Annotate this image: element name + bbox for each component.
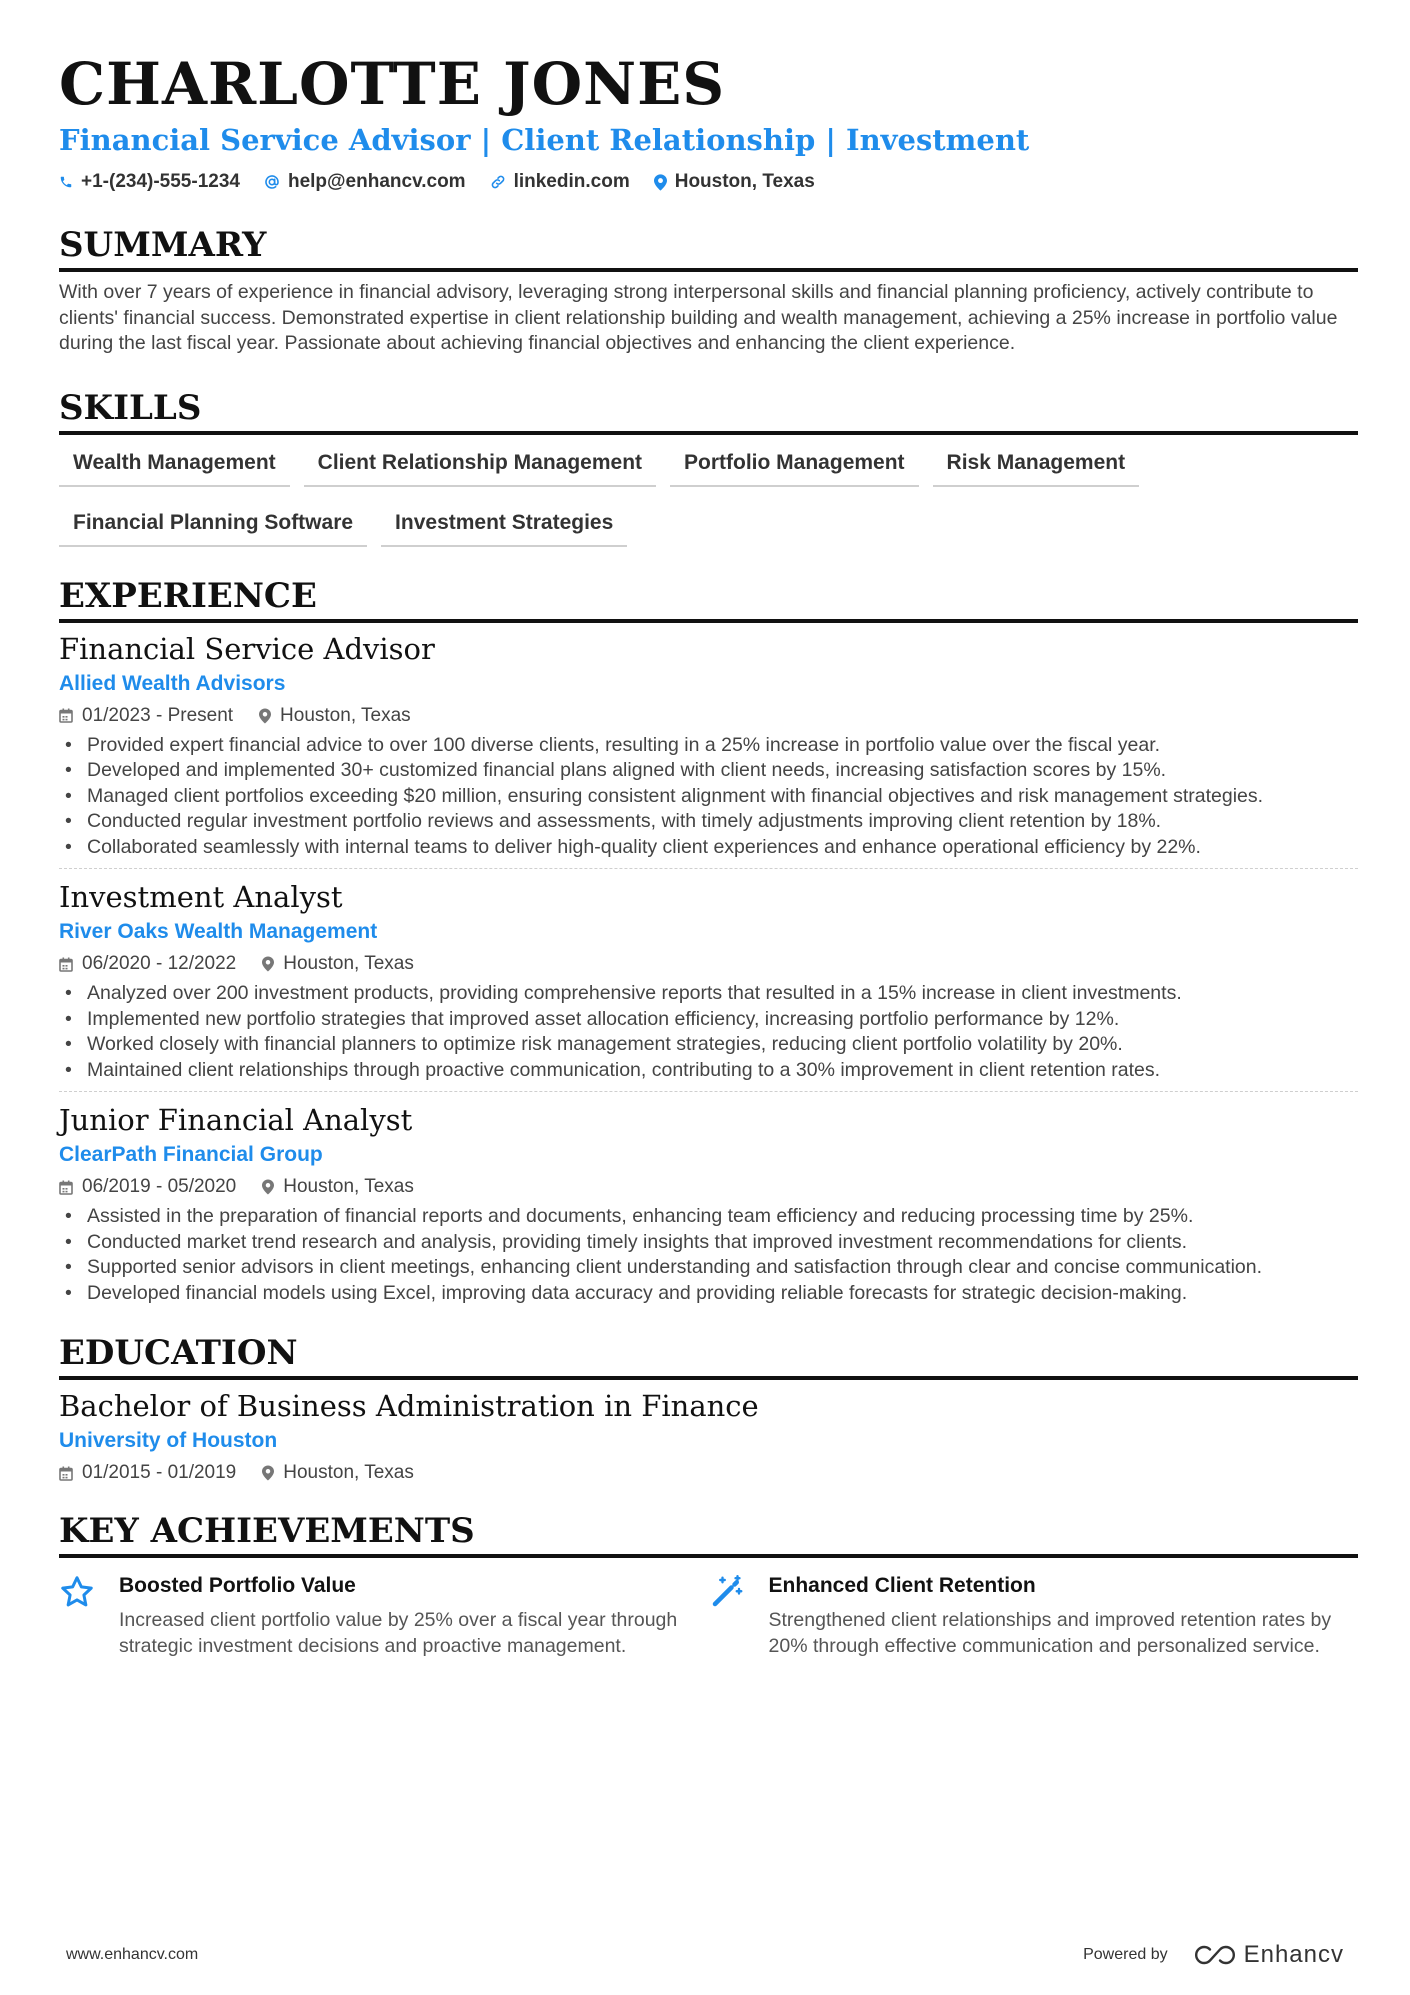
skill-tag: Investment Strategies (381, 503, 627, 547)
section-heading: EDUCATION (59, 1332, 1358, 1380)
map-pin-icon (654, 174, 667, 191)
resume-page (59, 50, 1358, 1659)
bullet-item: • Managed client portfolios exceeding $20 million, ensuring consistent alignment with financial objectives and risk management strategies. (59, 784, 1358, 810)
brand-logo[interactable] (1194, 1941, 1344, 1969)
map-pin-icon (262, 956, 274, 972)
job-meta (59, 951, 1358, 977)
map-pin-icon (262, 1465, 274, 1481)
job-bullets (59, 733, 1358, 861)
calendar-icon (59, 1180, 73, 1195)
summary-section (59, 224, 1358, 357)
job-dates: 06/2020 - 12/2022 (82, 953, 237, 974)
skill-tag: Financial Planning Software (59, 503, 367, 547)
calendar-icon (59, 708, 73, 723)
achievements-section (59, 1510, 1358, 1659)
bullet-item: • Supported senior advisors in client meetings, enhancing client understanding and satisfaction through clear and concise communication. (59, 1255, 1358, 1281)
job-bullets (59, 1204, 1358, 1306)
at-sign-icon (264, 174, 280, 190)
brand-name: Enhancv (1243, 1941, 1344, 1968)
bullet-item: • Implemented new portfolio strategies that improved asset allocation efficiency, increasing portfolio performance by 12%. (59, 1007, 1358, 1033)
bullet-item: • Conducted market trend research and analysis, providing timely insights that improved investment recommendations for clients. (59, 1230, 1358, 1256)
enhancv-logo-icon (1194, 1944, 1236, 1966)
school-name: University of Houston (59, 1429, 278, 1452)
job-dates: 06/2019 - 05/2020 (82, 1176, 237, 1197)
job-bullets (59, 981, 1358, 1083)
footer-website-link[interactable]: www.enhancv.com (66, 1946, 199, 1963)
education-dates: 01/2015 - 01/2019 (82, 1462, 237, 1483)
candidate-title: Financial Service Advisor | Client Relationship | Investment (59, 123, 1030, 157)
skills-list (59, 443, 1358, 563)
contact-location (654, 171, 815, 193)
powered-by (1083, 1941, 1344, 1969)
calendar-icon (59, 957, 73, 972)
bullet-item: • Maintained client relationships through proactive communication, contributing to a 30% improvement in client retention rates. (59, 1058, 1358, 1084)
skill-tag: Portfolio Management (670, 443, 919, 487)
achievement-title: Enhanced Client Retention (768, 1574, 1036, 1597)
company-name: Allied Wealth Advisors (59, 671, 286, 695)
achievement-title: Boosted Portfolio Value (119, 1574, 356, 1597)
bullet-item: • Conducted regular investment portfolio reviews and assessments, with timely adjustments improving client retention by 18%. (59, 809, 1358, 835)
job-entry (59, 631, 1358, 869)
job-entry (59, 868, 1358, 1091)
achievement-item (59, 1572, 709, 1659)
job-dates: 01/2023 - Present (82, 704, 234, 726)
skill-tag: Risk Management (933, 443, 1140, 487)
bullet-item: • Developed and implemented 30+ customized financial plans aligned with client needs, increasing satisfaction scores by 15%. (59, 758, 1358, 784)
job-title: Financial Service Advisor (59, 631, 435, 666)
bullet-item: • Developed financial models using Excel, improving data accuracy and providing reliable forecasts for strategic decision-making. (59, 1281, 1358, 1307)
contact-phone[interactable] (59, 171, 240, 193)
header (59, 50, 1358, 194)
bullet-item: • Worked closely with financial planners to optimize risk management strategies, reducing client portfolio volatility by 20%. (59, 1032, 1358, 1058)
company-name: River Oaks Wealth Management (59, 920, 378, 943)
bullet-item: • Collaborated seamlessly with internal teams to deliver high-quality client experiences and enhance operational efficiency by 22%. (59, 835, 1358, 861)
skill-tag: Wealth Management (59, 443, 290, 487)
contact-email[interactable] (264, 171, 466, 193)
contact-linkedin[interactable] (490, 171, 630, 193)
star-icon (59, 1574, 95, 1610)
job-title: Junior Financial Analyst (59, 1103, 413, 1137)
job-entry (59, 1091, 1358, 1314)
company-name: ClearPath Financial Group (59, 1143, 323, 1166)
achievement-desc: Strengthened client relationships and improved retention rates by 20% through effective communication and personalized service. (768, 1609, 1332, 1657)
degree-title: Bachelor of Business Administration in Finance (59, 1389, 759, 1423)
education-entry (59, 1388, 1358, 1494)
location-text: Houston, Texas (674, 171, 815, 192)
job-location: Houston, Texas (280, 704, 411, 726)
education-meta (59, 1460, 1358, 1486)
contact-bar (59, 170, 1358, 194)
phone-text: +1-(234)-555-1234 (81, 171, 240, 192)
achievements-list (59, 1572, 1358, 1659)
email-text: help@enhancv.com (287, 171, 466, 192)
job-meta (59, 1174, 1358, 1200)
calendar-icon (59, 1466, 73, 1481)
bullet-item: • Analyzed over 200 investment products, providing comprehensive reports that resulted in a 15% increase in client investments. (59, 981, 1358, 1007)
link-icon (490, 174, 506, 190)
summary-text: With over 7 years of experience in financial advisory, leveraging strong interpersonal skills and financial planning proficiency, actively contribute to clients' financial success. Demonstrated expertise in client relationship building and wealth management, achieving a 25% increase in portfolio value during the last fiscal year. Passionate about achieving financial objectives and enhancing the client experience. (59, 281, 1338, 354)
powered-by-label: Powered by (1083, 1946, 1168, 1963)
phone-icon (59, 175, 73, 189)
magic-wand-icon (709, 1574, 745, 1610)
education-location: Houston, Texas (283, 1462, 414, 1483)
section-heading: SKILLS (59, 387, 1358, 435)
bullet-item: • Assisted in the preparation of financial reports and documents, enhancing team efficiency and reducing processing time by 25%. (59, 1204, 1358, 1230)
job-title: Investment Analyst (59, 880, 343, 914)
bullet-item: • Provided expert financial advice to over 100 diverse clients, resulting in a 25% increase in portfolio value over the fiscal year. (59, 733, 1358, 759)
job-meta (59, 703, 1358, 729)
education-section (59, 1332, 1358, 1494)
experience-section (59, 575, 1358, 1315)
achievement-item (709, 1572, 1359, 1659)
skill-tag: Client Relationship Management (304, 443, 656, 487)
job-location: Houston, Texas (283, 1176, 414, 1197)
footer (66, 1940, 1344, 1970)
map-pin-icon (262, 1179, 274, 1195)
achievement-desc: Increased client portfolio value by 25% over a fiscal year through strategic investment decisions and proactive management. (119, 1609, 678, 1657)
candidate-name: CHARLOTTE JONES (59, 50, 726, 118)
skills-section (59, 387, 1358, 563)
section-heading: KEY ACHIEVEMENTS (59, 1510, 1358, 1558)
linkedin-text: linkedin.com (513, 171, 630, 192)
section-heading: SUMMARY (59, 224, 1358, 272)
job-location: Houston, Texas (283, 953, 414, 974)
section-heading: EXPERIENCE (59, 575, 1358, 623)
map-pin-icon (259, 708, 271, 724)
